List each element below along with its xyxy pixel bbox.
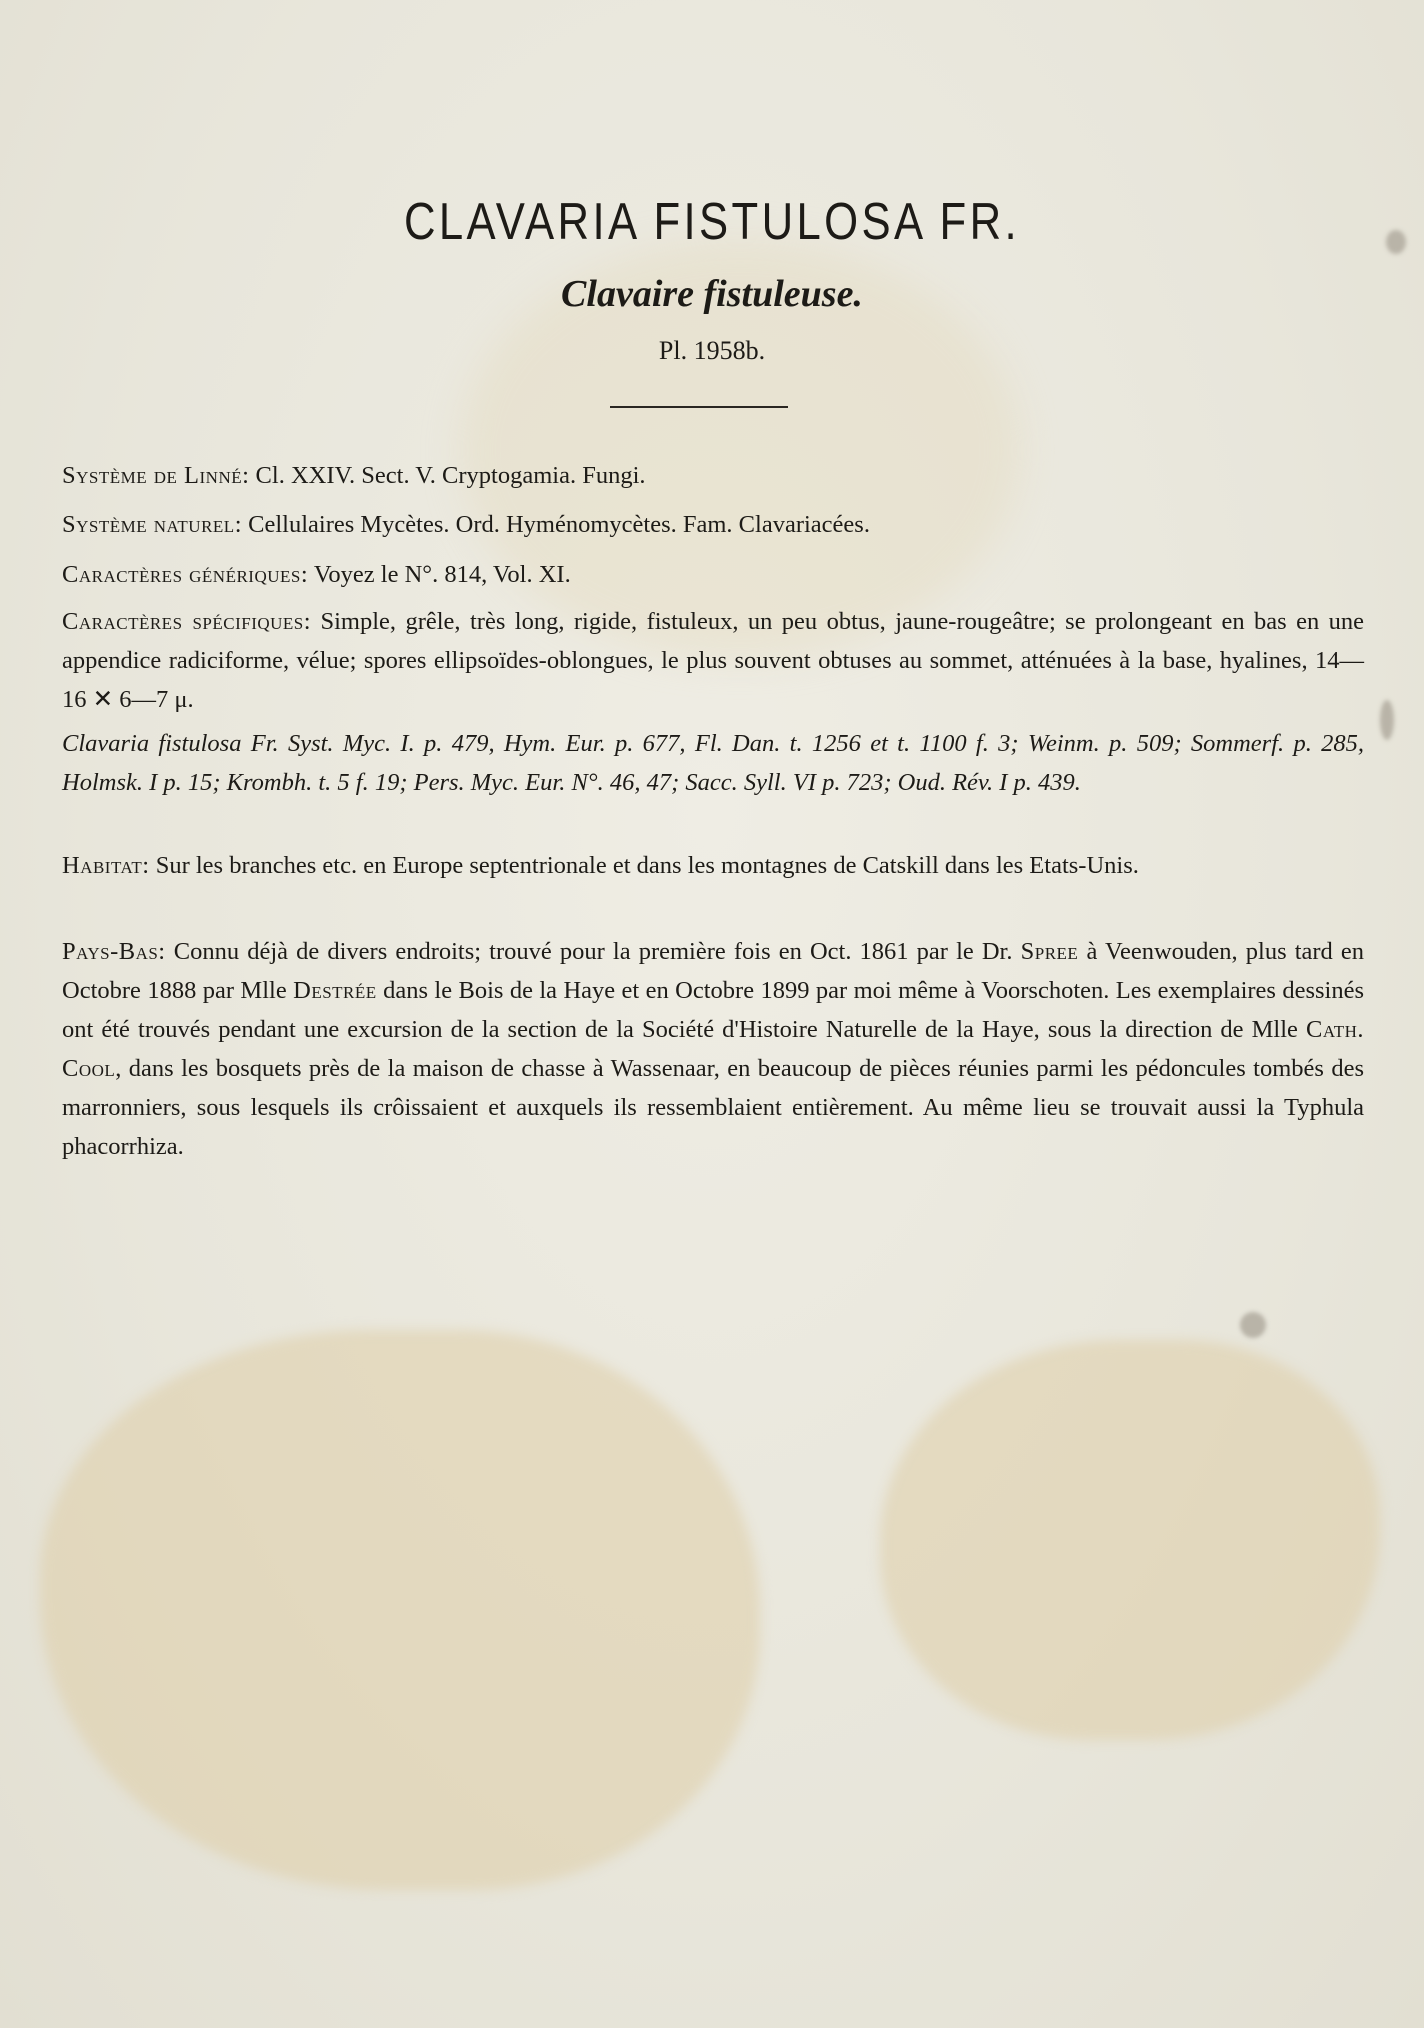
paper-stain-right xyxy=(880,1340,1380,1740)
section-text: , dans les bosquets près de la maison de chasse à Wassenaar, en beaucoup de pièces réunies parmi les pédoncules tombés des marronniers, sous lesquels ils crôissaient et auxquels ils ressemblaient entièrement. Au même lieu se trouvait aussi la Typhula phacorrhiza. xyxy=(62,1055,1364,1160)
page-subtitle: Clavaire fistuleuse. xyxy=(561,273,863,315)
section-text: Simple, grêle, très long, rigide, fistuleux, un peu obtus, jaune-rougeâtre; se prolongeant en bas en une appendice radiciforme, vélue; spores ellipsoïdes-oblongues, le plus souvent obtuses au sommet, atténuées à la base, hyalines, 14—16 ✕ 6—7 μ. xyxy=(62,608,1365,713)
section-label: Caractères génériques: xyxy=(62,561,309,588)
person-name: Destrée xyxy=(293,977,377,1004)
paper-spot xyxy=(1240,1312,1266,1338)
section-text: Sur les branches etc. en Europe septentrionale et dans les montagnes de Catskill dans les Etats-Unis. xyxy=(155,852,1139,879)
section-naturel xyxy=(62,505,1364,544)
section-label: Système de Linné: xyxy=(62,462,250,489)
plate-number: Pl. 1958b. xyxy=(658,336,766,365)
section-text: à Veenwouden, plus tard en Octobre 1888 par Mlle xyxy=(62,938,1365,1004)
paper-spot xyxy=(1380,700,1394,740)
paper-spot xyxy=(1386,230,1406,254)
section-label: Habitat: xyxy=(62,852,150,879)
section-references: Clavaria fistulosa Fr. Syst. Myc. I. p. 479, Hym. Eur. p. 677, Fl. Dan. t. 1256 et t. 1100 f. 3; Weinm. p. 509; Sommerf. p. 285, Holmsk. I p. 15; Krombh. t. 5 f. 19; Pers. Myc. Eur. N°. 46, 47; Sacc. Syll. VI p. 723; Oud. Rév. I p. 439. xyxy=(62,730,1364,796)
section-label: Système naturel: xyxy=(62,511,242,538)
section-pays-bas xyxy=(62,932,1364,1166)
person-name: Cath. Cool xyxy=(62,1016,1365,1082)
section-text: Connu déjà de divers endroits; trouvé pour la première fois en Oct. 1861 par le Dr. xyxy=(173,938,1013,965)
page-title: CLAVARIA FISTULOSA FR. xyxy=(403,193,1021,251)
section-text: Cellulaires Mycètes. Ord. Hyménomycètes. Fam. Clavariacées. xyxy=(248,511,870,538)
person-name: Spree xyxy=(1020,938,1079,965)
paper-stain-left xyxy=(40,1330,760,1890)
section-linne xyxy=(62,456,1364,495)
section-text: Cl. XXIV. Sect. V. Cryptogamia. Fungi. xyxy=(255,462,646,489)
section-habitat xyxy=(62,846,1364,885)
section-specifiques xyxy=(62,602,1364,719)
section-generiques xyxy=(62,555,1364,594)
section-label: Pays-Bas: xyxy=(62,938,166,965)
section-label: Caractères spécifiques: xyxy=(62,608,312,635)
divider-rule xyxy=(610,406,788,408)
section-text: dans le Bois de la Haye et en Octobre 1899 par moi même à Voorschoten. Les exemplaires dessinés ont été trouvés pendant une excursion de la section de la Société d'Histoire Naturelle de la Haye, sous la direction de Mlle xyxy=(62,977,1365,1043)
section-text: Voyez le N°. 814, Vol. XI. xyxy=(313,561,571,588)
